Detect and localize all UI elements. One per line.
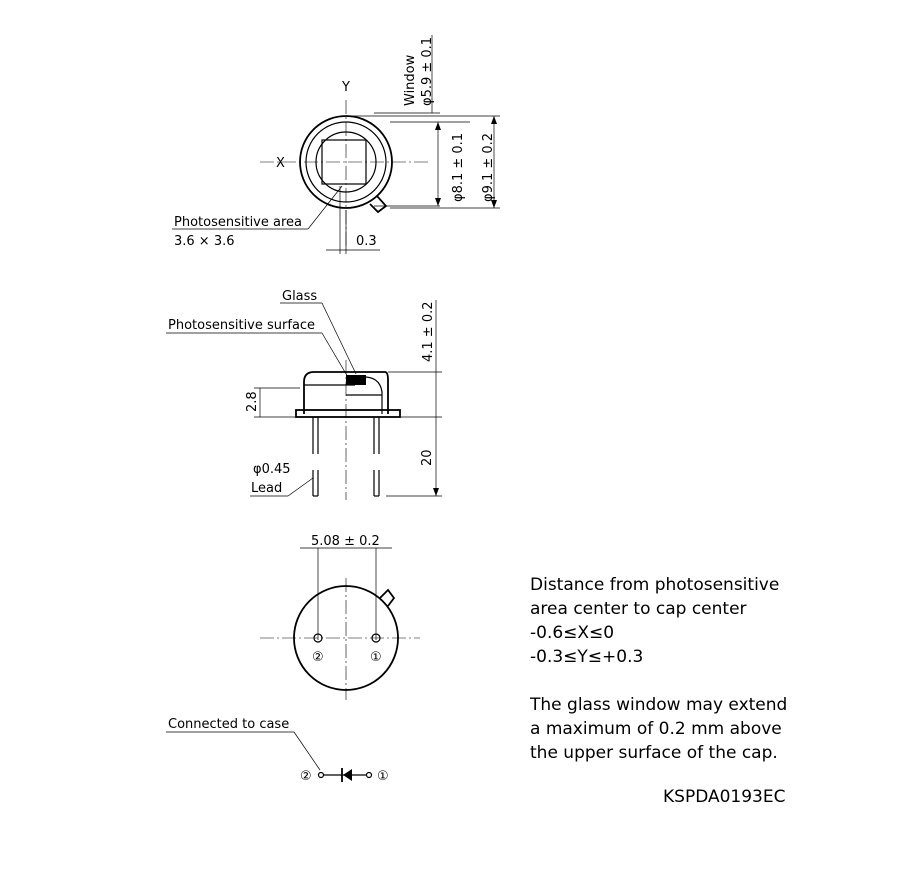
schematic-pin-2: ② xyxy=(300,769,312,784)
surface-label: Photosensitive surface xyxy=(168,318,316,333)
side-view xyxy=(166,289,442,500)
bottom-view xyxy=(260,534,420,700)
notes xyxy=(529,575,787,807)
case-label: Connected to case xyxy=(168,717,290,732)
surface-dim: 2.8 xyxy=(245,391,260,412)
outer-dim: φ9.1 ± 0.2 xyxy=(481,132,496,202)
axis-y-label: Y xyxy=(342,80,350,95)
schematic xyxy=(166,717,389,784)
lead-length-arrow xyxy=(433,488,439,496)
x-range: -0.6≤X≤0 xyxy=(530,623,615,643)
lead-leader xyxy=(288,478,313,496)
pin-1-label: ① xyxy=(370,650,382,665)
window-dim: φ5.9 ± 0.1 xyxy=(420,36,435,106)
glass-note-line-3: the upper surface of the cap. xyxy=(530,743,778,763)
drawing-code: KSPDA0193EC xyxy=(663,787,786,807)
inner-dim: φ8.1 ± 0.1 xyxy=(451,132,466,202)
distance-note-line-1: Distance from photosensitive xyxy=(530,575,780,595)
glass-note-line-2: a maximum of 0.2 mm above xyxy=(530,719,782,739)
glass-note-line-1: The glass window may extend xyxy=(530,695,788,715)
bottom-case-tab xyxy=(380,590,394,606)
header-flange xyxy=(296,410,400,417)
glass-window xyxy=(346,375,366,385)
offset-dim: 0.3 xyxy=(356,234,377,249)
inner-dim-arrow-bottom xyxy=(435,198,441,206)
pin-2-label: ② xyxy=(312,650,324,665)
schematic-pin-1: ① xyxy=(377,769,389,784)
outer-dim-arrow-top xyxy=(491,116,497,124)
axis-x-label: X xyxy=(276,156,285,171)
schematic-node-1 xyxy=(367,773,372,778)
diode-symbol xyxy=(343,769,352,781)
glass-leader xyxy=(322,303,356,374)
y-range: -0.3≤Y≤+0.3 xyxy=(530,647,644,667)
area-dim: 3.6 × 3.6 xyxy=(174,234,235,249)
distance-note-line-2: area center to cap center xyxy=(530,599,747,619)
lead-label: Lead xyxy=(251,481,283,496)
height-dim: 4.1 ± 0.2 xyxy=(421,301,436,362)
pitch-dim: 5.08 ± 0.2 xyxy=(311,534,380,549)
case-leader xyxy=(294,732,320,770)
surface-leader xyxy=(322,333,352,384)
inner-dim-arrow-top xyxy=(435,122,441,130)
area-label: Photosensitive area xyxy=(174,215,303,230)
window-label: Window xyxy=(403,54,418,106)
lead-dia: φ0.45 xyxy=(253,462,291,477)
top-view xyxy=(172,35,500,254)
lead-length-dim: 20 xyxy=(420,449,435,466)
case-tab xyxy=(370,196,386,212)
glass-label: Glass xyxy=(282,289,318,304)
schematic-node-2 xyxy=(319,773,324,778)
